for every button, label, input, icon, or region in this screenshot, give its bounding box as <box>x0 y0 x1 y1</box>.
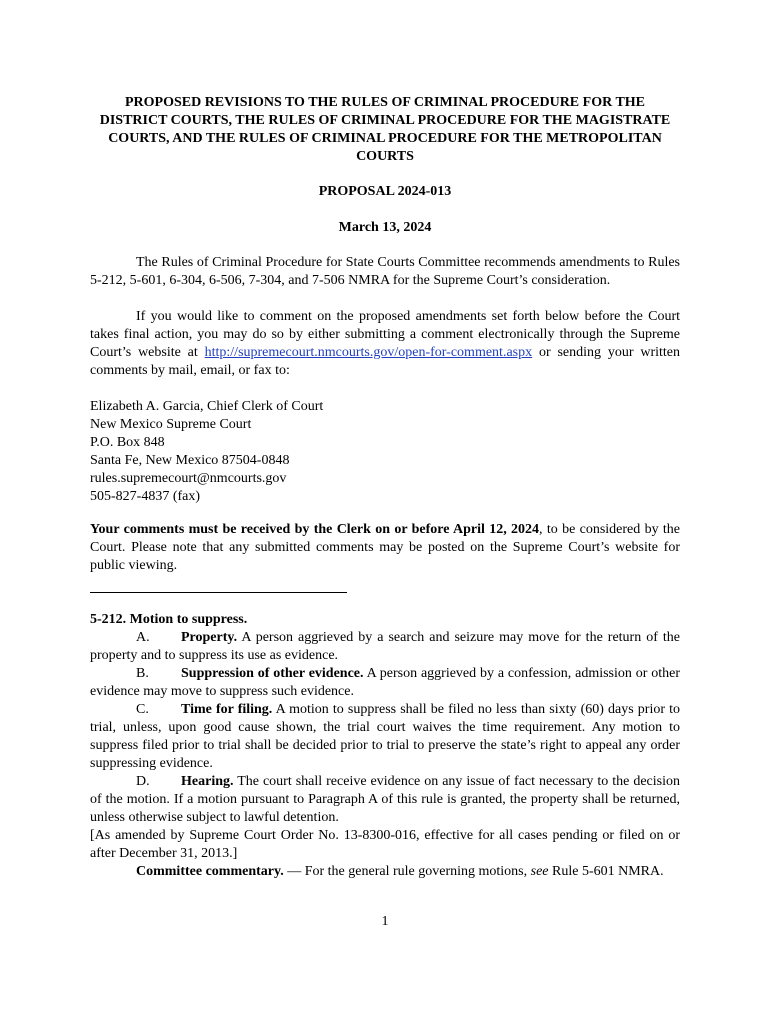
amendment-note: [As amended by Supreme Court Order No. 13-8300-016, effective for all cases pending or filed on or after December 31, 2013.] <box>90 828 680 861</box>
deadline-paragraph <box>90 521 680 575</box>
deadline-bold: Your comments must be received by the Clerk on or before April 12, 2024 <box>90 522 540 537</box>
rule-paragraph-c <box>90 701 680 773</box>
commentary-text: — For the general rule governing motions, <box>283 864 531 879</box>
commentary-see: see <box>530 864 549 879</box>
paragraph-heading: Time for filing. <box>181 702 273 717</box>
paragraph-letter: C. <box>136 702 149 717</box>
commentary-heading: Committee commentary. <box>136 864 284 879</box>
paragraph-letter: A. <box>136 630 150 645</box>
comment-link[interactable]: http://supremecourt.nmcourts.gov/open-for-comment.aspx <box>204 345 533 360</box>
separator-line <box>90 592 347 593</box>
page-number: 1 <box>381 914 389 929</box>
paragraph-letter: D. <box>136 774 150 789</box>
paragraph-heading: Property. <box>181 630 238 645</box>
address-city: Santa Fe, New Mexico 87504-0848 <box>90 453 290 468</box>
address-po-box: P.O. Box 848 <box>90 435 165 450</box>
proposal-number: PROPOSAL 2024-013 <box>318 184 452 199</box>
address-fax: 505-827-4837 (fax) <box>90 489 201 504</box>
comment-text-after-link: or sending your written comments by mail, email, or fax to: <box>90 345 680 378</box>
paragraph-heading: Hearing. <box>181 774 234 789</box>
paragraph-text: A person aggrieved by a search and seizure may move for the return of the property and to suppress its use as evidence. <box>90 630 680 663</box>
rule-5-212 <box>90 611 680 881</box>
intro-paragraph: The Rules of Criminal Procedure for State Courts Committee recommends amendments to Rules 5-212, 5-601, 6-304, 6-506, 7-304, and 7-506 NMRA for the Supreme Court’s consideration. <box>90 255 680 288</box>
comment-paragraph <box>90 308 680 380</box>
paragraph-text: The court shall receive evidence on any issue of fact necessary to the decision of the motion. If a motion pursuant to Paragraph A of this rule is granted, the property shall be returned, unless otherwise subject to lawful detention. <box>90 774 680 825</box>
address-clerk-name: Elizabeth A. Garcia, Chief Clerk of Court <box>90 399 324 414</box>
rule-heading: 5-212. Motion to suppress. <box>90 612 248 627</box>
rule-paragraph-b <box>90 665 680 701</box>
paragraph-heading: Suppression of other evidence. <box>181 666 364 681</box>
commentary-end: Rule 5-601 NMRA. <box>548 864 664 879</box>
address-court: New Mexico Supreme Court <box>90 417 252 432</box>
paragraph-text: A motion to suppress shall be filed no less than sixty (60) days prior to trial, unless, upon good cause shown, the trial court waives the time requirement. Any motion to suppress filed prior to trial shall be decided prior to trial to preserve the state’s right to appeal any order suppressing evidence. <box>90 702 681 771</box>
address-email: rules.supremecourt@nmcourts.gov <box>90 471 287 486</box>
paragraph-text: A person aggrieved by a confession, admission or other evidence may move to suppress such evidence. <box>90 666 680 699</box>
document-title: PROPOSED REVISIONS TO THE RULES OF CRIMINAL PROCEDURE FOR THE DISTRICT COURTS, THE RULES OF CRIMINAL PROCEDURE FOR THE MAGISTRATE COURTS, AND THE RULES OF CRIMINAL PROCEDURE FOR THE METROPOLITAN COURTS <box>99 95 671 164</box>
mailing-address <box>90 398 490 506</box>
committee-commentary <box>90 863 680 881</box>
comment-text-before-link: If you would like to comment on the proposed amendments set forth below before the Court takes final action, you may do so by either submitting a comment electronically through the Supreme Court’s website at <box>90 309 680 360</box>
paragraph-letter: B. <box>136 666 149 681</box>
proposal-date: March 13, 2024 <box>338 220 432 235</box>
rule-paragraph-a <box>90 629 680 665</box>
deadline-rest: , to be considered by the Court. Please note that any submitted comments may be posted on the Supreme Court’s website for public viewing. <box>90 522 680 573</box>
rule-paragraph-d <box>90 773 680 827</box>
